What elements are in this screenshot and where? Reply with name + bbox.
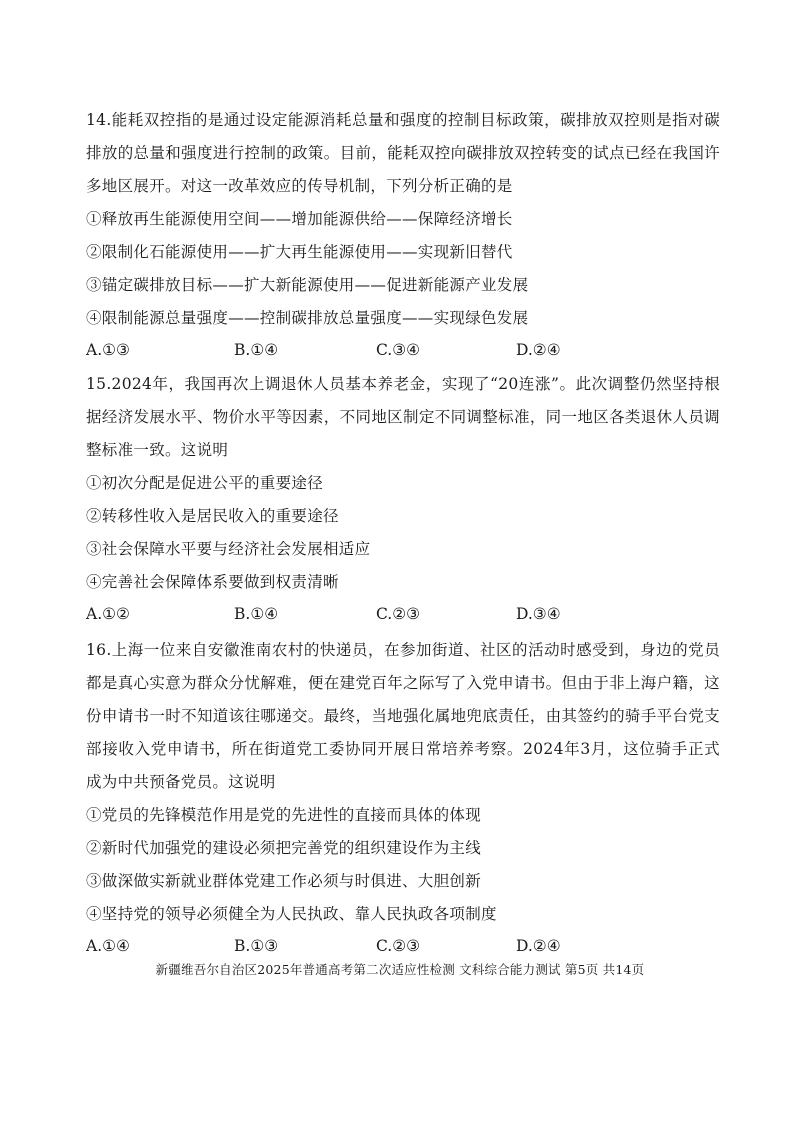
answer-choices: [86, 337, 720, 363]
answer-b: B.①③: [234, 937, 279, 955]
option-1: ①党员的先锋模范作用是党的先进性的直接而具体的体现: [86, 806, 482, 824]
answer-b: B.①④: [234, 341, 279, 359]
question-stem: 15.2024年，我国再次上调退休人员基本养老金，实现了“20连涨”。此次调整仍然坚持根据经济发展水平、物价水平等因素，不同地区制定不同调整标准，同一地区各类退休人员调整标准一致。这说明: [86, 375, 720, 459]
answer-a: A.①②: [86, 605, 130, 623]
question-14: [86, 104, 720, 363]
answer-c: C.②③: [376, 937, 421, 955]
answer-choices: [86, 601, 720, 627]
option-1: ①初次分配是促进公平的重要途径: [86, 474, 324, 492]
option-3: ③锚定碳排放目标——扩大新能源使用——促进新能源产业发展: [86, 276, 529, 294]
answer-d: D.③④: [516, 605, 561, 623]
answer-c: C.②③: [376, 605, 421, 623]
answer-d: D.②④: [516, 341, 561, 359]
page-footer: 新疆维吾尔自治区2025年普通高考第二次适应性检测 文科综合能力测试 第5页 共14页: [155, 962, 645, 977]
option-3: ③社会保障水平要与经济社会发展相适应: [86, 540, 371, 558]
option-2: ②新时代加强党的建设必须把完善党的组织建设作为主线: [86, 839, 482, 857]
answer-d: D.②④: [516, 937, 561, 955]
answer-c: C.③④: [376, 341, 421, 359]
question-stem: 16.上海一位来自安徽淮南农村的快递员，在参加街道、社区的活动时感受到，身边的党员都是真心实意为群众分忧解难，便在建党百年之际写了入党申请书。但由于非上海户籍，这份申请书一时不知道该往哪递交。最终，当地强化属地兜底责任，由其签约的骑手平台党支部接收入党申请书，所在街道党工委协同开展日常培养考察。2024年3月，这位骑手正式成为中共预备党员。这说明: [86, 641, 720, 791]
option-1: ①释放再生能源使用空间——增加能源供给——保障经济增长: [86, 210, 513, 228]
answer-a: A.①③: [86, 341, 130, 359]
option-2: ②转移性收入是居民收入的重要途径: [86, 507, 339, 525]
option-2: ②限制化石能源使用——扩大再生能源使用——实现新旧替代: [86, 243, 513, 261]
option-3: ③做深做实新就业群体党建工作必须与时俱进、大胆创新: [86, 872, 482, 890]
answer-b: B.①④: [234, 605, 279, 623]
option-4: ④限制能源总量强度——控制碳排放总量强度——实现绿色发展: [86, 309, 529, 327]
answer-a: A.①④: [86, 937, 130, 955]
question-16: [86, 634, 720, 959]
option-4: ④完善社会保障体系要做到权责清晰: [86, 573, 339, 591]
answer-choices: [86, 933, 720, 959]
question-stem: 14.能耗双控指的是通过设定能源消耗总量和强度的控制目标政策，碳排放双控则是指对碳排放的总量和强度进行控制的政策。目前，能耗双控向碳排放双控转变的试点已经在我国许多地区展开。对这一改革效应的传导机制，下列分析正确的是: [86, 111, 720, 195]
option-4: ④坚持党的领导必须健全为人民执政、靠人民执政各项制度: [86, 905, 497, 923]
question-15: [86, 368, 720, 627]
